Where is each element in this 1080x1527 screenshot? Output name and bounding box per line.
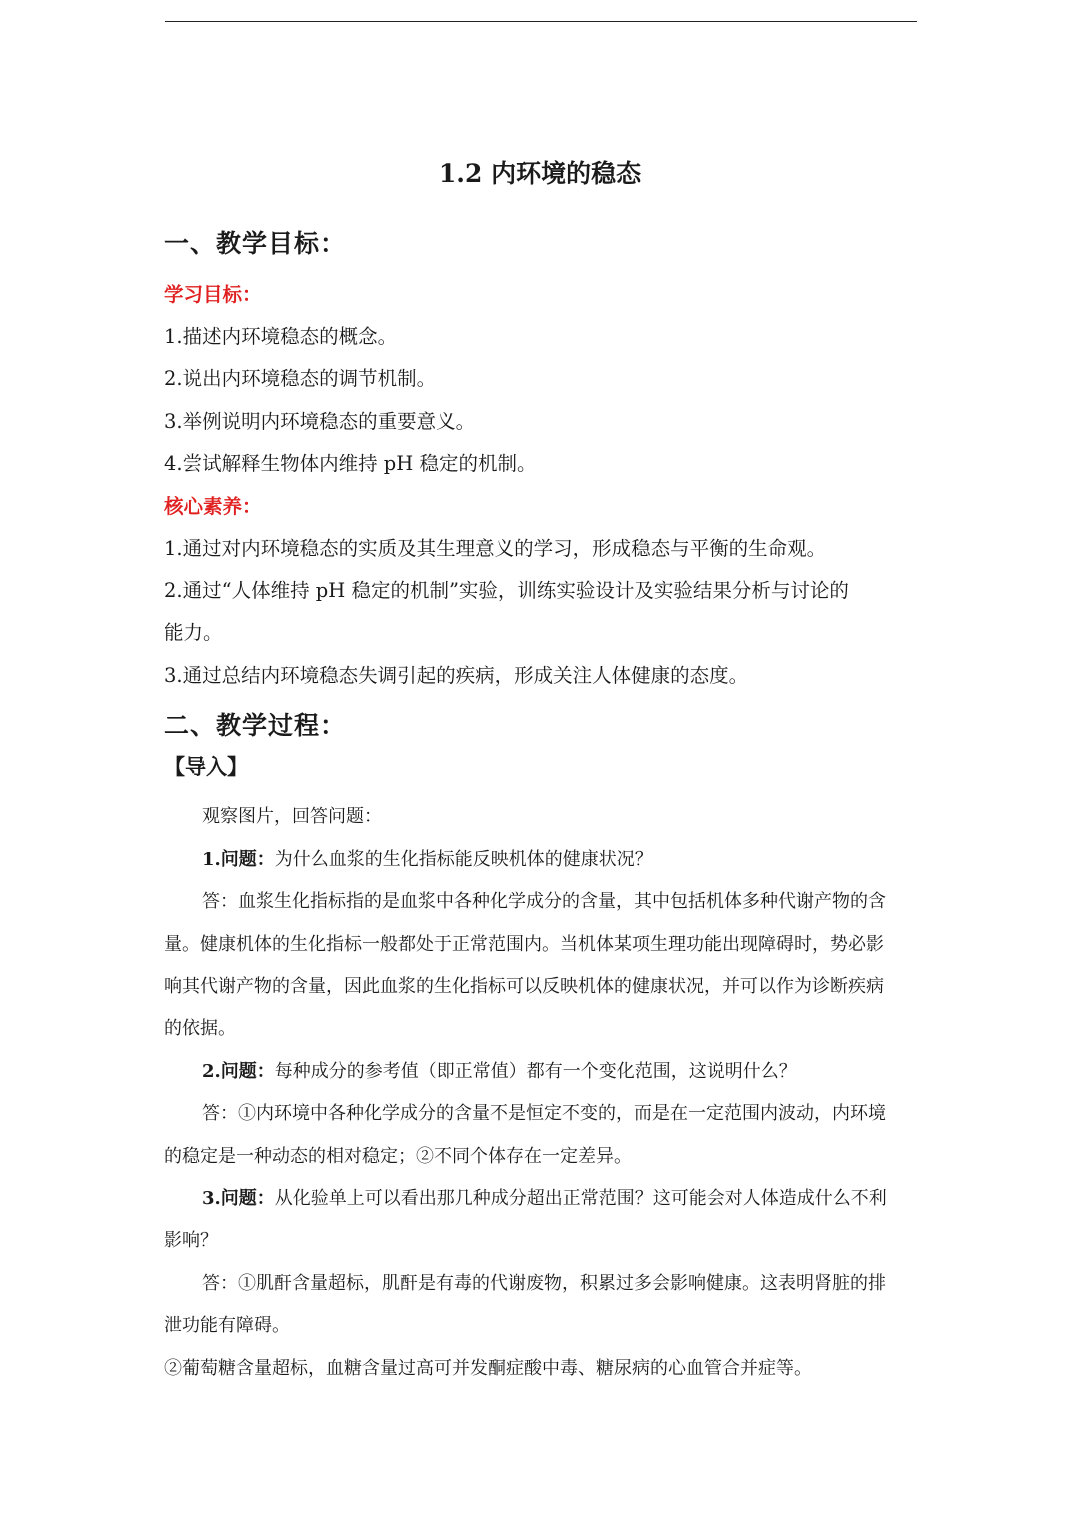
core-literacy-item: 3.通过总结内环境稳态失调引起的疾病，形成关注人体健康的态度。 (164, 664, 749, 687)
learning-goal-item: 4.尝试解释生物体内维持 pH 稳定的机制。 (164, 452, 537, 475)
question-2-text: 每种成分的参考值（即正常值）都有一个变化范围，这说明什么？ (274, 1061, 797, 1082)
answer-1-line: 响其代谢产物的含量，因此血浆的生化指标可以反映机体的健康状况，并可以作为诊断疾病 (164, 976, 884, 997)
answer-3-line: 泄功能有障碍。 (164, 1315, 290, 1336)
answer-1-line: 答：血浆生化指标指的是血浆中各种化学成分的含量，其中包括机体多种代谢产物的含 (202, 891, 886, 912)
page-title: 1.2 内环境的稳态 (438, 159, 642, 188)
core-literacy-item: 1.通过对内环境稳态的实质及其生理意义的学习，形成稳态与平衡的生命观。 (164, 537, 827, 560)
learning-goal-item: 3.举例说明内环境稳态的重要意义。 (164, 410, 476, 433)
question-1-text: 为什么血浆的生化指标能反映机体的健康状况？ (274, 849, 653, 870)
intro-label: 【导入】 (164, 754, 248, 779)
core-literacy-item: 能力。 (164, 621, 223, 644)
answer-3-line: 答：①肌酐含量超标，肌酐是有毒的代谢废物，积累过多会影响健康。这表明肾脏的排 (202, 1273, 886, 1294)
learning-goal-item: 1.描述内环境稳态的概念。 (164, 325, 398, 348)
question-3-label: 3.问题： (202, 1188, 275, 1209)
core-literacy-label: 核心素养： (164, 495, 262, 518)
answer-3-line: ②葡萄糖含量超标，血糖含量过高可并发酮症酸中毒、糖尿病的心血管合并症等。 (164, 1358, 812, 1379)
answer-1-line: 的依据。 (164, 1018, 236, 1039)
question-1-label: 1.问题： (202, 849, 275, 870)
question-2 (202, 1057, 797, 1087)
answer-2-line: 的稳定是一种动态的相对稳定；②不同个体存在一定差异。 (164, 1146, 632, 1167)
learning-goals-label: 学习目标： (164, 283, 262, 306)
question-3-text: 从化验单上可以看出那几种成分超出正常范围？这可能会对人体造成什么不利 (274, 1188, 887, 1209)
answer-2-line: 答：①内环境中各种化学成分的含量不是恒定不变的，而是在一定范围内波动，内环境 (202, 1103, 886, 1124)
learning-goal-item: 2.说出内环境稳态的调节机制。 (164, 367, 437, 390)
observe-instruction: 观察图片，回答问题： (202, 806, 382, 827)
header-rule (165, 21, 917, 22)
section1-heading: 一、教学目标： (164, 229, 347, 258)
section2-heading: 二、教学过程： (164, 711, 347, 740)
question-3 (202, 1184, 887, 1214)
question-1 (202, 845, 653, 875)
core-literacy-item: 2.通过“人体维持 pH 稳定的机制”实验，训练实验设计及实验结果分析与讨论的 (164, 579, 849, 602)
question-2-label: 2.问题： (202, 1061, 275, 1082)
answer-1-line: 量。健康机体的生化指标一般都处于正常范围内。当机体某项生理功能出现障碍时，势必影 (164, 934, 884, 955)
question-3-text-cont: 影响？ (164, 1230, 218, 1251)
